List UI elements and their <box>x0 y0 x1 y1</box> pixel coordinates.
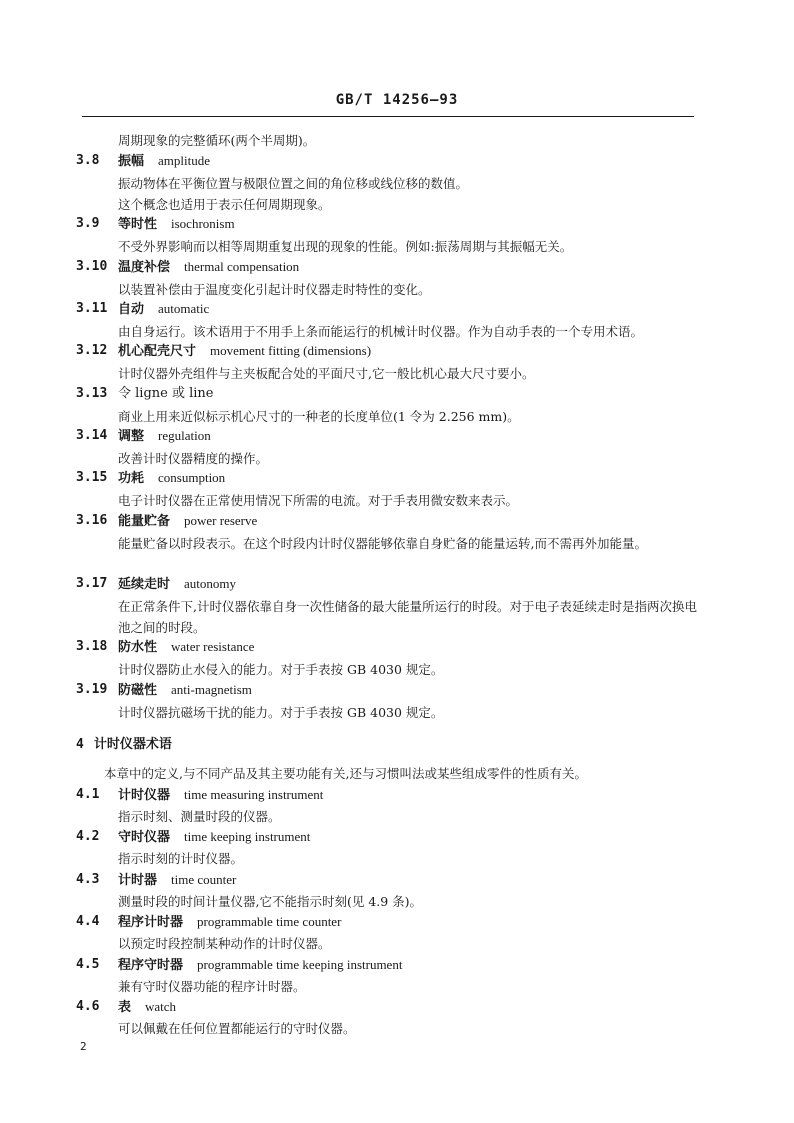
term-number: 4.2 <box>76 829 100 844</box>
term-chinese: 自动 <box>118 302 145 317</box>
term-definition: 计时仪器外壳组件与主夹板配合处的平面尺寸,它一般比机心最大尺寸要小。 <box>118 366 535 381</box>
term-english: programmable time counter <box>197 914 342 929</box>
term-chinese: 等时性 <box>118 217 158 232</box>
term-chinese: 调整 <box>118 429 145 444</box>
term-chinese: 计时器 <box>118 873 158 888</box>
term-chinese: 机心配壳尺寸 <box>118 344 197 359</box>
term-english: regulation <box>158 428 211 443</box>
term-chinese: 计时仪器 <box>118 788 171 803</box>
term-english: movement fitting (dimensions) <box>210 343 372 358</box>
term-definition: 能量贮备以时段表示。在这个时段内计时仪器能够依靠自身贮备的能量运转,而不需再外加能量。 <box>118 536 647 551</box>
term-number: 3.15 <box>76 470 108 485</box>
term-heading <box>118 785 323 806</box>
term-number: 3.11 <box>76 301 108 316</box>
term-heading <box>118 341 371 362</box>
term-definition: 以装置补偿由于温度变化引起计时仪器走时特性的变化。 <box>118 282 431 297</box>
term-chinese: 能量贮备 <box>118 514 171 529</box>
term-definition: 计时仪器防止水侵入的能力。对于手表按 GB 4030 规定。 <box>118 662 444 677</box>
term-english: watch <box>145 999 177 1014</box>
term-chinese: 程序计时器 <box>118 915 184 930</box>
term-chinese: 令 ligne 或 line <box>118 386 214 401</box>
term-definition: 兼有守时仪器功能的程序计时器。 <box>118 979 306 994</box>
term-number: 3.14 <box>76 428 108 443</box>
term-number: 3.8 <box>76 153 100 168</box>
term-definition: 商业上用来近似标示机心尺寸的一种老的长度单位(1 令为 2.256 mm)。 <box>118 409 520 424</box>
term-definition: 不受外界影响而以相等周期重复出现的现象的性能。例如:振荡周期与其振幅无关。 <box>118 239 573 254</box>
term-number: 4.5 <box>76 957 100 972</box>
term-definition: 由自身运行。该术语用于不用手上条而能运行的机械计时仪器。作为自动手表的一个专用术语。 <box>118 324 644 339</box>
term-heading <box>118 912 341 933</box>
term-definition: 改善计时仪器精度的操作。 <box>118 451 269 466</box>
section-4-intro: 本章中的定义,与不同产品及其主要功能有关,还与习惯叫法或某些组成零件的性质有关。 <box>104 766 587 781</box>
term-definition: 计时仪器抗磁场干扰的能力。对于手表按 GB 4030 规定。 <box>118 705 444 720</box>
term-number: 3.10 <box>76 259 108 274</box>
term-heading <box>118 511 257 532</box>
term-number: 3.18 <box>76 639 108 654</box>
term-definition: 以预定时段控制某种动作的计时仪器。 <box>118 936 331 951</box>
term-number: 4.6 <box>76 999 100 1014</box>
term-english: autonomy <box>184 576 237 591</box>
term-heading <box>118 955 402 976</box>
term-english: consumption <box>158 470 226 485</box>
term-chinese: 程序守时器 <box>118 958 184 973</box>
term-chinese: 延续走时 <box>118 577 171 592</box>
term-english: amplitude <box>158 153 211 168</box>
term-english: time measuring instrument <box>184 787 324 802</box>
term-heading <box>118 468 225 489</box>
section-number: 4 <box>76 737 84 752</box>
term-definition: 测量时段的时间计量仪器,它不能指示时刻(见 4.9 条)。 <box>118 894 423 909</box>
term-number: 3.13 <box>76 386 108 401</box>
term-english: time counter <box>171 872 237 887</box>
term-heading <box>118 574 236 595</box>
section-title-text: 计时仪器术语 <box>93 737 172 752</box>
term-english: thermal compensation <box>184 259 300 274</box>
term-definition: 电子计时仪器在正常使用情况下所需的电流。对于手表用微安数来表示。 <box>118 493 519 508</box>
term-heading <box>118 426 211 447</box>
header-rule <box>82 116 694 117</box>
term-definition: 指示时刻、测量时段的仪器。 <box>118 809 281 824</box>
term-definition: 可以佩戴在任何位置都能运行的守时仪器。 <box>118 1021 356 1036</box>
term-chinese: 防水性 <box>118 640 158 655</box>
term-heading <box>118 680 252 701</box>
term-heading <box>118 870 236 891</box>
term-english: time keeping instrument <box>184 829 311 844</box>
standard-code-header: GB/T 14256—93 <box>335 92 459 108</box>
term-definition: 在正常条件下,计时仪器依靠自身一次性储备的最大能量所运行的时段。对于电子表延续走时是指两次换电池之间的时段。 <box>118 599 697 635</box>
term-definition: 振动物体在平衡位置与极限位置之间的角位移或线位移的数值。 <box>118 176 469 191</box>
term-heading <box>118 214 235 235</box>
term-number: 4.4 <box>76 914 100 929</box>
term-english: isochronism <box>171 216 235 231</box>
term-english: water resistance <box>171 639 255 654</box>
term-number: 3.19 <box>76 682 108 697</box>
term-english: anti-magnetism <box>171 682 252 697</box>
term-heading <box>118 257 299 278</box>
term-english: programmable time keeping instrument <box>197 957 403 972</box>
term-definition: 这个概念也适用于表示任何周期现象。 <box>118 197 331 212</box>
term-heading <box>118 997 176 1018</box>
term-definition: 指示时刻的计时仪器。 <box>118 851 244 866</box>
term-heading <box>118 827 310 848</box>
term-chinese: 守时仪器 <box>118 830 171 845</box>
term-number: 4.3 <box>76 872 100 887</box>
term-number: 3.16 <box>76 513 108 528</box>
term-heading <box>118 384 213 404</box>
term-chinese: 振幅 <box>118 154 145 169</box>
term-number: 3.12 <box>76 343 108 358</box>
continuation-text: 周期现象的完整循环(两个半周期)。 <box>118 133 316 148</box>
term-heading <box>118 151 210 172</box>
section-4-title <box>76 735 172 755</box>
page-number: 2 <box>80 1040 87 1053</box>
term-heading <box>118 637 254 658</box>
term-heading <box>118 299 209 320</box>
term-number: 3.17 <box>76 576 108 591</box>
term-number: 3.9 <box>76 216 100 231</box>
term-number: 4.1 <box>76 787 100 802</box>
term-chinese: 防磁性 <box>118 683 158 698</box>
term-chinese: 温度补偿 <box>118 260 171 275</box>
term-english: power reserve <box>184 513 258 528</box>
term-chinese: 表 <box>118 1000 132 1015</box>
term-chinese: 功耗 <box>118 471 145 486</box>
term-english: automatic <box>158 301 210 316</box>
